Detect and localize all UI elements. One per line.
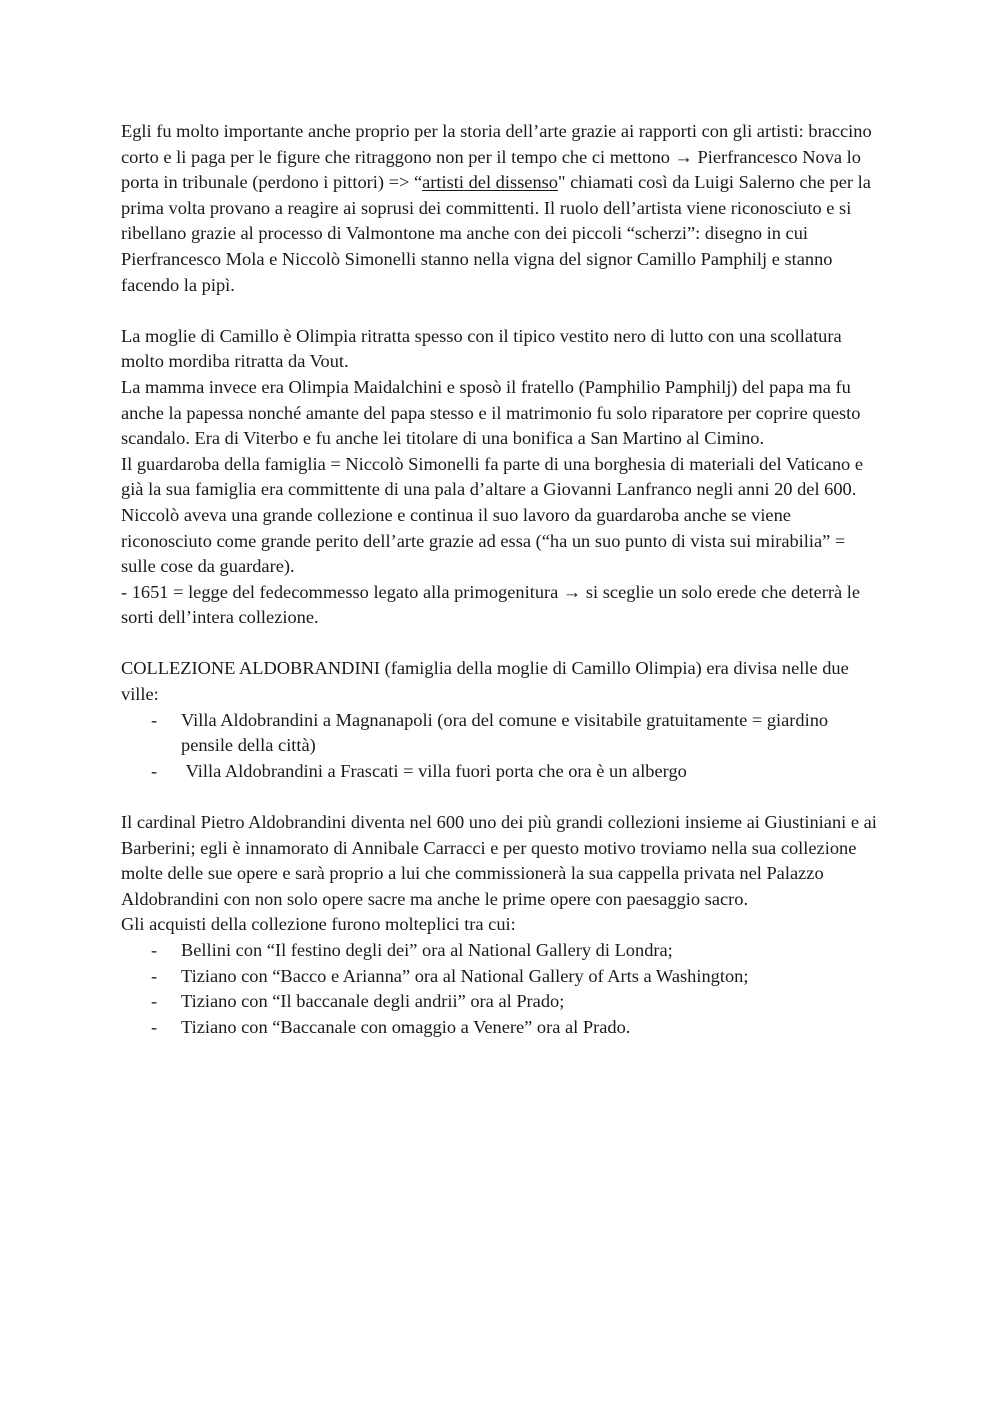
list-item-text: Tiziano con “Baccanale con omaggio a Venere” ora al Prado. [181,1016,631,1037]
paragraph-collezione-aldobrandini: COLLEZIONE ALDOBRANDINI (famiglia della moglie di Camillo Olimpia) era divisa nelle due ville: [121,658,849,705]
list-item [121,1015,883,1041]
paragraph-guardaroba: Il guardaroba della famiglia = Niccolò Simonelli fa parte di una borghesia di materiali del Vaticano e già la sua famiglia era committente di una pala d’altare a Giovanni Lanfranco negli anni 20 del 600. Niccolò aveva una grande collezione e continua il suo lavoro da guardaroba anche se viene riconosciuto come grande perito dell’arte grazie ad essa (“ha un suo punto di vista sui mirabilia” = sulle cose da guardare). [121,453,863,577]
list-item [121,989,883,1015]
list-item [121,708,883,759]
list-item [121,759,883,785]
list-item [121,964,883,990]
paragraph-spacer [121,298,883,324]
paragraph-spacer [121,784,883,810]
list-item-text: Villa Aldobrandini a Frascati = villa fuori porta che ora è un albergo [181,760,687,781]
list-bullet: - [151,1016,158,1037]
paragraph-fedecommesso: - 1651 = legge del fedecommesso legato alla primogenitura → si sceglie un solo erede che deterrà le sorti dell’intera collezione. [121,581,861,628]
list-item-text: Tiziano con “Bacco e Arianna” ora al National Gallery of Arts a Washington; [181,965,749,986]
list-item-text: Bellini con “Il festino degli dei” ora al National Gallery di Londra; [181,940,673,960]
list-bullet: - [151,760,158,781]
paragraph-artists-text-b: " chiamati così da Luigi Salerno che per la prima volta provano a reagire ai soprusi dei committenti. Il ruolo dell’artista viene riconosciuto e si ribellano grazie al processo di Valmontone ma anche con dei piccoli “scherzi”: disegno in cui Pierfrancesco Mola e Niccolò Simonelli stanno nella vigna del signor Camillo Pamphilj e stanno facendo la pipì. [121,172,871,295]
paragraph-wife-olimpia: La moglie di Camillo è Olimpia ritratta spesso con il tipico vestito nero di lutto con una scollatura molto mordiba ritratta da Vout. [121,325,842,372]
list-bullet: - [151,940,158,960]
paragraph-spacer [121,631,883,657]
list-bullet: - [151,991,158,1012]
list-item-text: Tiziano con “Il baccanale degli andrii” ora al Prado; [181,991,565,1012]
list-bullet: - [151,965,158,986]
list-item [121,938,883,964]
acquisitions-list [121,938,883,1040]
document-page [121,119,883,1040]
underlined-term-artisti-del-dissenso: artisti del dissenso [422,172,558,193]
villas-list [121,708,883,785]
list-item-text: Villa Aldobrandini a Magnanapoli (ora del comune e visitabile gratuitamente = giardino pensile della città) [181,709,829,756]
paragraph-artists-text-a: Egli fu molto importante anche proprio per la storia dell’arte grazie ai rapporti con gli artisti: braccino corto e li paga per le figure che ritraggono non per il tempo che ci mettono → Pierfrancesco Nova lo porta in tribunale (perdono i pittori) => “ [121,121,872,193]
paragraph-acquisti: Gli acquisti della collezione furono molteplici tra cui: [121,914,516,935]
paragraph-mother-olimpia: La mamma invece era Olimpia Maidalchini e sposò il fratello (Pamphilio Pamphilj) del papa ma fu anche la papessa nonché amante del papa stesso e il matrimonio fu solo riparatore per coprire questo scandalo. Era di Viterbo e fu anche lei titolare di una bonifica a San Martino al Cimino. [121,376,861,449]
paragraph-artists [121,119,883,298]
paragraph-cardinal-pietro: Il cardinal Pietro Aldobrandini diventa nel 600 uno dei più grandi collezioni insieme ai Giustiniani e ai Barberini; egli è innamorato di Annibale Carracci e per questo motivo troviamo nella sua collezione molte delle sue opere e sarà proprio a lui che commissionerà la sua cappella privata nel Palazzo Aldobrandini con non solo opere sacre ma anche le prime opere con paesaggio sacro. [121,812,877,909]
list-bullet: - [151,709,158,730]
